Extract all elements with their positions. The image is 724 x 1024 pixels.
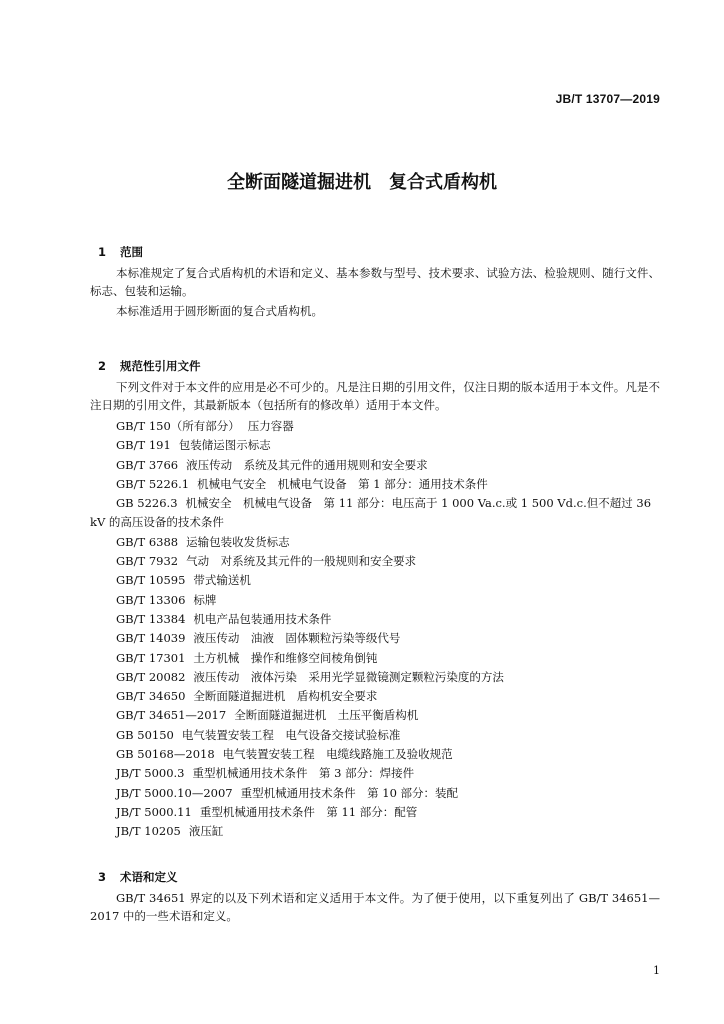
normative-reference-list bbox=[90, 417, 660, 842]
reference-code: GB 50150 bbox=[116, 727, 174, 742]
reference-code: GB/T 3766 bbox=[116, 457, 179, 472]
reference-code: GB 50168—2018 bbox=[116, 747, 215, 762]
reference-item bbox=[90, 649, 660, 668]
reference-code: GB/T 10595 bbox=[116, 573, 186, 588]
section-2-heading bbox=[90, 344, 201, 374]
section-1-paragraph-2: 本标准适用于圆形断面的复合式盾构机。 bbox=[116, 304, 323, 318]
reference-title: 带式输送机 bbox=[193, 573, 251, 588]
reference-code: GB/T 14039 bbox=[116, 631, 186, 646]
reference-title: 电气装置安装工程 电气设备交接试验标准 bbox=[181, 727, 401, 742]
reference-item bbox=[90, 494, 660, 533]
reference-item bbox=[90, 571, 660, 590]
reference-code: JB/T 5000.10—2007 bbox=[116, 785, 233, 800]
reference-code: JB/T 5000.11 bbox=[116, 804, 192, 819]
reference-title: 气动 对系统及其元件的一般规则和安全要求 bbox=[186, 554, 417, 569]
reference-code: GB/T 150（所有部分） bbox=[116, 419, 240, 433]
reference-title: 电气装置安装工程 电缆线路施工及验收规范 bbox=[222, 747, 453, 762]
section-title: 规范性引用文件 bbox=[120, 359, 201, 373]
section-3-heading bbox=[90, 855, 178, 885]
reference-item bbox=[90, 552, 660, 571]
reference-code: JB/T 10205 bbox=[116, 824, 181, 839]
page-number: 1 bbox=[653, 964, 660, 977]
reference-title: 机械电气安全 机械电气设备 第 1 部分：通用技术条件 bbox=[197, 476, 488, 491]
section-number: 1 bbox=[98, 245, 107, 259]
section-number: 2 bbox=[98, 359, 107, 373]
reference-title: 运输包装收发货标志 bbox=[186, 534, 290, 549]
reference-code: GB/T 34650 bbox=[116, 689, 186, 704]
reference-title: 压力容器 bbox=[247, 419, 294, 433]
reference-title: 重型机械通用技术条件 第 11 部分：配管 bbox=[199, 804, 418, 819]
reference-title: 全断面隧道掘进机 土压平衡盾构机 bbox=[234, 708, 419, 723]
reference-code: GB/T 13306 bbox=[116, 592, 186, 607]
reference-item bbox=[90, 668, 660, 687]
document-title: 全断面隧道掘进机 复合式盾构机 bbox=[227, 172, 497, 193]
reference-item bbox=[90, 784, 660, 803]
reference-code: GB/T 13384 bbox=[116, 611, 186, 626]
section-1-paragraph-1: 本标准规定了复合式盾构机的术语和定义、基本参数与型号、技术要求、试验方法、检验规则、随行文件、标志、包装和运输。 bbox=[90, 266, 660, 298]
reference-item bbox=[90, 417, 660, 436]
reference-title: 包装储运图示标志 bbox=[178, 438, 271, 453]
reference-title: 土方机械 操作和维修空间棱角倒钝 bbox=[193, 650, 378, 665]
reference-item bbox=[90, 591, 660, 610]
reference-code: GB/T 20082 bbox=[116, 669, 186, 684]
reference-item bbox=[90, 706, 660, 725]
section-title: 术语和定义 bbox=[120, 870, 178, 884]
document-code: JB/T 13707—2019 bbox=[555, 92, 660, 106]
reference-code: GB 5226.3 bbox=[116, 496, 178, 511]
reference-item bbox=[90, 726, 660, 745]
reference-item bbox=[90, 822, 660, 841]
reference-item bbox=[90, 764, 660, 783]
reference-code: JB/T 5000.3 bbox=[116, 766, 185, 781]
reference-item bbox=[90, 803, 660, 822]
reference-title: 液压缸 bbox=[188, 824, 224, 839]
section-3-paragraph-1: GB/T 34651 界定的以及下列术语和定义适用于本文件。为了便于使用，以下重复列出了 GB/T 34651—2017 中的一些术语和定义。 bbox=[90, 891, 660, 923]
reference-title: 液压传动 系统及其元件的通用规则和安全要求 bbox=[186, 457, 428, 472]
reference-title: 液压传动 油液 固体颗粒污染等级代号 bbox=[193, 631, 401, 646]
reference-item bbox=[90, 436, 660, 455]
reference-item bbox=[90, 610, 660, 629]
section-2-intro: 下列文件对于本文件的应用是必不可少的。凡是注日期的引用文件，仅注日期的版本适用于本文件。凡是不注日期的引用文件，其最新版本（包括所有的修改单）适用于本文件。 bbox=[90, 380, 660, 412]
reference-code: GB/T 6388 bbox=[116, 534, 179, 549]
reference-code: GB/T 191 bbox=[116, 438, 171, 453]
reference-code: GB/T 34651—2017 bbox=[116, 708, 227, 723]
reference-title: 机电产品包装通用技术条件 bbox=[193, 611, 332, 626]
section-number: 3 bbox=[98, 870, 107, 884]
reference-item bbox=[90, 456, 660, 475]
reference-code: GB/T 7932 bbox=[116, 554, 179, 569]
reference-item bbox=[90, 629, 660, 648]
reference-code: GB/T 5226.1 bbox=[116, 476, 190, 491]
reference-title: 全断面隧道掘进机 盾构机安全要求 bbox=[193, 689, 378, 704]
reference-item bbox=[90, 533, 660, 552]
reference-item bbox=[90, 687, 660, 706]
section-title: 范围 bbox=[120, 245, 144, 259]
section-1-heading bbox=[90, 230, 143, 260]
reference-title: 重型机械通用技术条件 第 10 部分：装配 bbox=[240, 785, 459, 800]
reference-title: 液压传动 液体污染 采用光学显微镜测定颗粒污染度的方法 bbox=[193, 669, 504, 684]
reference-code: GB/T 17301 bbox=[116, 650, 186, 665]
reference-item bbox=[90, 745, 660, 764]
reference-title: 机械安全 机械电气设备 第 11 部分：电压高于 1 000 Va.c.或 1 500 Vd.c.但不超过 36 kV 的高压设备的技术条件 bbox=[90, 496, 655, 530]
reference-title: 重型机械通用技术条件 第 3 部分：焊接件 bbox=[192, 766, 415, 781]
reference-item bbox=[90, 475, 660, 494]
reference-title: 标牌 bbox=[193, 592, 217, 607]
